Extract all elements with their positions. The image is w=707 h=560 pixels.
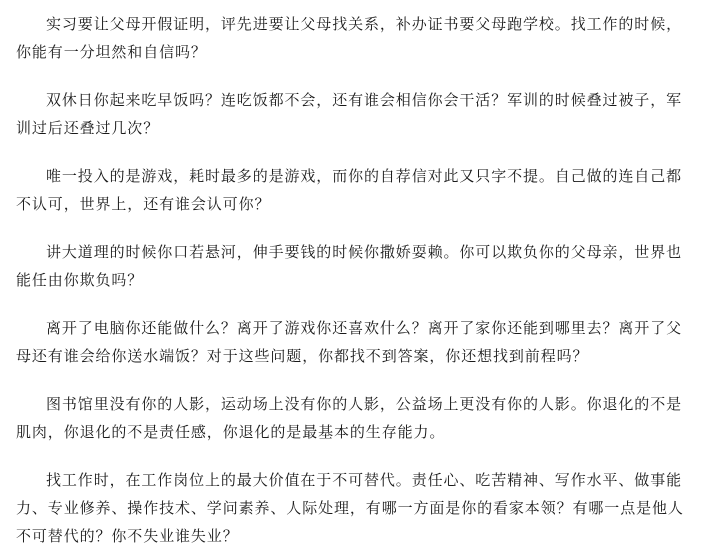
paragraph-5: 离开了电脑你还能做什么？离开了游戏你还喜欢什么？离开了家你还能到哪里去？离开了父母还有谁会给你送水端饭？对于这些问题，你都找不到答案，你还想找到前程吗？ — [16, 319, 683, 365]
paragraph-7: 找工作时，在工作岗位上的最大价值在于不可替代。责任心、吃苦精神、写作水平、做事能力、专业修养、操作技术、学问素养、人际处理，有哪一方面是你的看家本领？有哪一点是他人不可替代的？你不失业谁失业？ — [16, 471, 684, 545]
paragraph-6: 图书馆里没有你的人影，运动场上没有你的人影，公益场上更没有你的人影。你退化的不是肌肉，你退化的不是责任感，你退化的是最基本的生存能力。 — [16, 395, 683, 441]
paragraph-3: 唯一投入的是游戏，耗时最多的是游戏，而你的自荐信对此又只字不提。自己做的连自己都不认可，世界上，还有谁会认可你？ — [16, 167, 683, 213]
paragraph-1: 实习要让父母开假证明，评先进要让父母找关系，补办证书要父母跑学校。找工作的时候，你能有一分坦然和自信吗？ — [16, 15, 683, 61]
paragraph-2: 双休日你起来吃早饭吗？连吃饭都不会，还有谁会相信你会干活？军训的时候叠过被子，军训过后还叠过几次？ — [16, 91, 683, 137]
paragraph-4: 讲大道理的时候你口若悬河，伸手要钱的时候你撒娇耍赖。你可以欺负你的父母亲，世界也能任由你欺负吗？ — [16, 243, 683, 289]
